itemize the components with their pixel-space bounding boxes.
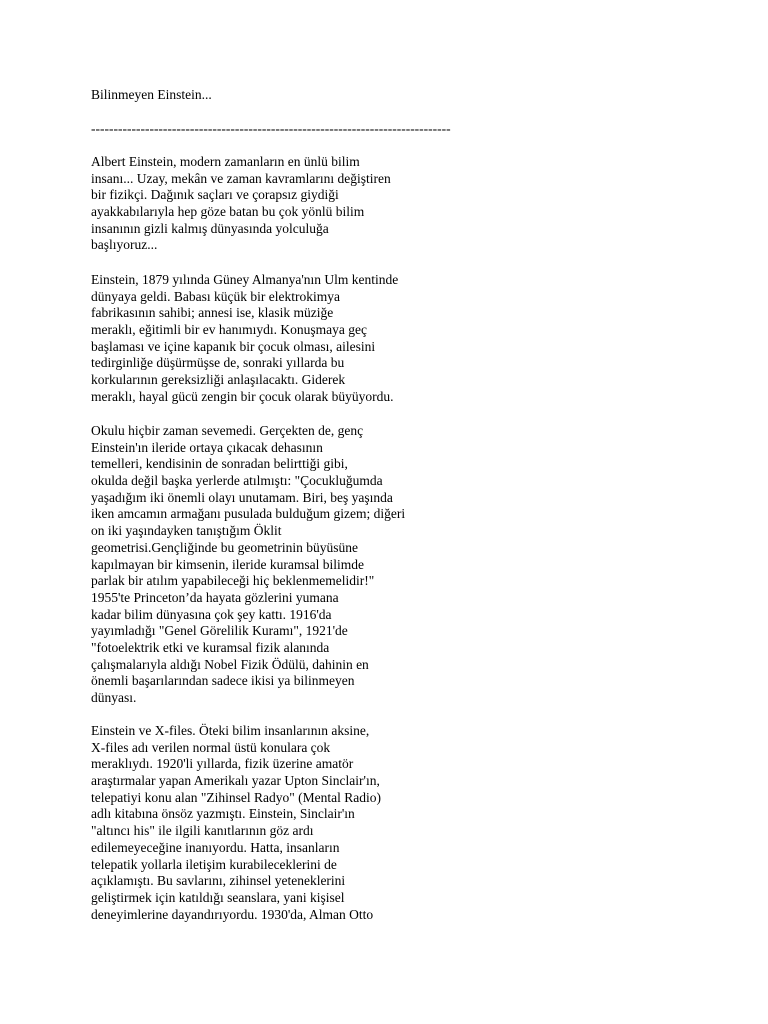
text-line: telepatiyi konu alan "Zihinsel Radyo" (Mental Radio) (91, 789, 381, 805)
text-line: yayımladığı "Genel Görelilik Kuramı", 1921'de (91, 623, 348, 639)
text-line: insanı... Uzay, mekân ve zaman kavramlarını değiştiren (91, 170, 391, 186)
text-line: adlı kitabına önsöz yazmıştı. Einstein, Sinclair'ın (91, 806, 355, 822)
text-line: bir fizikçi. Dağınık saçları ve çorapsız giydiği (91, 187, 339, 203)
text-line: geliştirmek için katıldığı seanslara, yani kişisel (91, 889, 345, 905)
text-line: meraklıydı. 1920'li yıllarda, fizik üzerine amatör (91, 756, 354, 772)
text-line: Einstein, 1879 yılında Güney Almanya'nın Ulm kentinde (91, 272, 399, 287)
text-line: okulda değil başka yerlerde atılmıştı: "Çocukluğumda (91, 473, 383, 489)
text-line: korkularının gereksizliği anlaşılacaktı. Giderek (91, 372, 346, 388)
paragraph-school (91, 423, 405, 707)
document-title: Bilinmeyen Einstein... (91, 87, 212, 102)
paragraph-intro (91, 154, 391, 254)
text-line: "altıncı his" ile ilgili kanıtlarının göz ardı (91, 823, 314, 839)
text-line: Albert Einstein, modern zamanların en ünlü bilim (91, 154, 360, 169)
text-line: dünyası. (91, 690, 137, 705)
text-line: Einstein ve X-files. Öteki bilim insanlarının aksine, (91, 723, 370, 738)
text-line: önemli başarılarından sadece ikisi ya bilinmeyen (91, 673, 355, 689)
text-line: kadar bilim dünyasına çok şey kattı. 1916'da (91, 606, 332, 622)
text-line: parlak bir atılım yapabileceği hiç beklenmemelidir!" (91, 573, 375, 589)
text-line: çalışmalarıyla aldığı Nobel Fizik Ödülü, dahinin en (91, 656, 369, 672)
text-line: iken amcamın armağanı pusulada bulduğum gizem; diğeri (91, 506, 406, 522)
paragraph-childhood (91, 272, 398, 406)
text-line: Einstein'ın ileride ortaya çıkacak dehasının (91, 439, 323, 455)
text-line: başlaması ve içine kapanık bir çocuk olması, ailesini (91, 338, 376, 354)
text-line: araştırmalar yapan Amerikalı yazar Upton Sinclair'ın, (91, 773, 380, 789)
text-line: yaşadığım iki önemli olayı unutamam. Biri, beş yaşında (91, 489, 393, 505)
text-line: kapılmayan bir kimsenin, ileride kuramsal bilimde (91, 556, 364, 572)
text-line: tedirginliğe düşürmüşse de, sonraki yıllarda bu (91, 355, 345, 371)
text-line: fabrikasının sahibi; annesi ise, klasik müziğe (91, 305, 334, 321)
text-line: Okulu hiçbir zaman sevemedi. Gerçekten de, genç (91, 423, 364, 438)
text-line: deneyimlerine dayandırıyordu. 1930'da, Alman Otto (91, 906, 374, 922)
text-line: geometrisi.Gençliğinde bu geometrinin büyüsüne (91, 539, 358, 555)
text-line: ayakkabılarıyla hep göze batan bu çok yönlü bilim (91, 204, 365, 220)
text-line: açıklamıştı. Bu savlarını, zihinsel yeteneklerini (91, 873, 346, 889)
separator-line: -------------------------------------------------------------------------------- (91, 121, 451, 136)
text-line: 1955'te Princeton’da hayata gözlerini yumana (91, 589, 339, 605)
text-line: dünyaya geldi. Babası küçük bir elektrokimya (91, 288, 340, 304)
text-line: meraklı, eğitimli bir ev hanımıydı. Konuşmaya geç (91, 322, 367, 338)
text-line: insanının gizli kalmış dünyasında yolculuğa (91, 220, 329, 236)
text-line: on iki yaşındayken tanıştığım Öklit (91, 523, 282, 539)
text-line: meraklı, hayal gücü zengin bir çocuk olarak büyüyordu. (91, 388, 394, 404)
text-line: başlıyoruz... (91, 237, 158, 253)
text-line: temelleri, kendisinin de sonradan belirttiği gibi, (91, 456, 348, 472)
text-line: X-files adı verilen normal üstü konulara çok (91, 739, 331, 755)
text-line: edilemeyeceğine inanıyordu. Hatta, insanların (91, 839, 340, 855)
text-line: "fotoelektrik etki ve kuramsal fizik alanında (91, 639, 330, 655)
paragraph-xfiles (91, 723, 381, 923)
text-line: telepatik yollarla iletişim kurabileceklerini de (91, 856, 337, 872)
